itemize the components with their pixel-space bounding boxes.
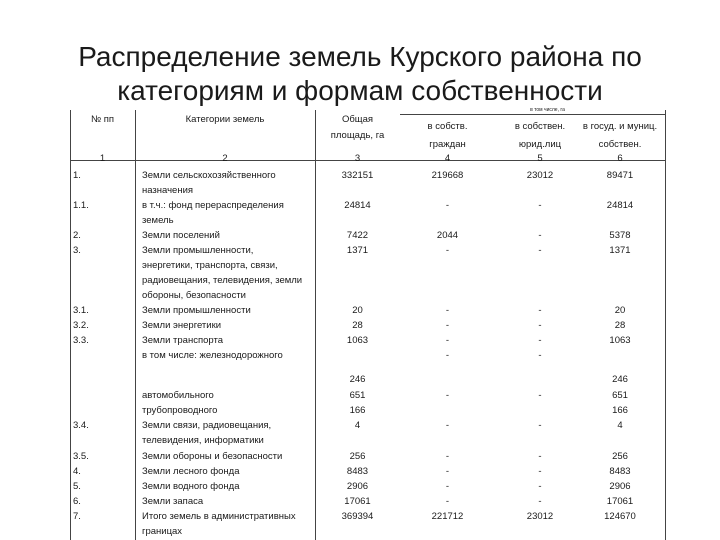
row-12-legal: -	[538, 451, 542, 462]
row-2-num: 2.	[73, 230, 81, 241]
header-num: № пп	[90, 114, 115, 125]
land-distribution-table	[70, 107, 665, 540]
row-7-cat-line-0: в том числе: железнодорожного	[142, 350, 283, 361]
header-legal-line-2: юрид.лиц	[518, 139, 562, 150]
row-16-cat-line-0: Итого земель в административных	[142, 511, 296, 522]
row-6-citizens: -	[445, 335, 450, 346]
row-3-citizens: -	[445, 245, 450, 256]
row-16-area: 369394	[341, 511, 374, 522]
row-3-cat-line-1: энергетики, транспорта, связи,	[142, 260, 278, 271]
row-10-area: 166	[349, 405, 366, 416]
row-11-legal: -	[538, 420, 542, 431]
row-11-cat-line-1: телевидения, информатики	[142, 435, 264, 446]
row-2-legal: -	[538, 230, 542, 241]
row-15-state: 17061	[606, 496, 634, 507]
row-16-state: 124670	[604, 511, 636, 522]
row-2-area: 7422	[346, 230, 369, 241]
col-number-1: 1	[99, 153, 106, 164]
table-border-left	[70, 110, 71, 540]
row-12-citizens: -	[445, 451, 450, 462]
row-12-num: 3.5.	[73, 451, 89, 462]
row-4-cat-line-0: Земли промышленности	[142, 305, 251, 316]
row-15-citizens: -	[445, 496, 450, 507]
row-1-state: 24814	[606, 200, 634, 211]
title-line-2: категориям и формам собственности	[117, 75, 603, 106]
row-9-legal: -	[538, 390, 542, 401]
row-7-citizens: -	[445, 350, 450, 361]
row-12-state: 256	[612, 451, 628, 462]
row-1-area: 24814	[344, 200, 371, 211]
header-citizens-line-1: в собств.	[427, 121, 468, 132]
row-14-area: 2906	[346, 481, 369, 492]
header-citizens-line-2: граждан	[429, 139, 466, 150]
row-4-num: 3.1.	[73, 305, 89, 316]
col-number-2: 2	[222, 153, 228, 164]
row-12-cat-line-0: Земли обороны и безопасности	[142, 451, 283, 462]
row-4-state: 20	[614, 305, 626, 316]
row-11-cat-line-0: Земли связи, радиовещания,	[142, 420, 272, 431]
header-incl: в том числе, га	[530, 107, 565, 113]
row-3-area: 1371	[346, 245, 369, 256]
col-number-3: 3	[354, 153, 361, 164]
row-15-cat-line-0: Земли запаса	[142, 496, 204, 507]
row-5-citizens: -	[445, 320, 450, 331]
row-9-citizens: -	[445, 390, 450, 401]
row-2-cat-line-0: Земли поселений	[142, 230, 220, 241]
row-0-cat-line-0: Земли сельскохозяйственного	[142, 170, 276, 181]
row-16-legal: 23012	[526, 511, 554, 522]
row-13-citizens: -	[445, 466, 450, 477]
header-area-line-2: площадь, га	[330, 130, 385, 141]
header-state-line-1: в госуд. и муниц.	[582, 121, 658, 132]
row-0-area: 332151	[341, 170, 374, 181]
col-number-4: 4	[444, 153, 451, 164]
row-14-citizens: -	[445, 481, 450, 492]
row-3-state: 1371	[609, 245, 631, 256]
page-title	[0, 40, 720, 108]
row-13-legal: -	[538, 466, 542, 477]
row-9-area: 651	[349, 390, 366, 401]
row-13-state: 8483	[609, 466, 631, 477]
row-0-citizens: 219668	[431, 170, 464, 181]
header-category: Категории земель	[185, 114, 265, 125]
row-8-area: 246	[349, 374, 366, 385]
row-15-area: 17061	[344, 496, 371, 507]
row-1-num: 1.1.	[73, 200, 89, 211]
row-5-cat-line-0: Земли энергетики	[142, 320, 222, 331]
row-1-cat-line-1: земель	[142, 215, 174, 226]
row-11-area: 4	[354, 420, 361, 431]
row-3-legal: -	[538, 245, 542, 256]
row-6-area: 1063	[346, 335, 369, 346]
table-border-right	[665, 110, 666, 540]
row-11-citizens: -	[445, 420, 450, 431]
col-number-6: 6	[617, 153, 623, 164]
row-3-cat-line-2: радиовещания, телевидения, земли	[142, 275, 303, 286]
row-3-cat-line-3: обороны, безопасности	[142, 290, 246, 301]
row-2-state: 5378	[609, 230, 631, 241]
header-legal-line-1: в собствен.	[514, 121, 566, 132]
title-line-1: Распределение земель Курского района по	[78, 41, 642, 72]
row-9-cat-line-0: автомобильного	[142, 390, 214, 401]
row-3-num: 3.	[73, 245, 81, 256]
row-13-num: 4.	[73, 466, 81, 477]
column-divider-num	[135, 110, 136, 540]
row-14-state: 2906	[609, 481, 631, 492]
row-1-legal: -	[538, 200, 542, 211]
row-10-cat-line-0: трубопроводного	[142, 405, 218, 416]
row-15-legal: -	[538, 496, 542, 507]
row-16-num: 7.	[73, 511, 81, 522]
row-11-num: 3.4.	[73, 420, 89, 431]
row-14-cat-line-0: Земли водного фонда	[142, 481, 240, 492]
col-number-5: 5	[537, 153, 543, 164]
row-16-cat-line-1: границах	[142, 526, 183, 537]
row-9-state: 651	[612, 390, 628, 401]
header-state-line-2: собствен.	[598, 139, 642, 150]
row-15-num: 6.	[73, 496, 81, 507]
header-divider-incl	[400, 114, 665, 115]
row-7-legal: -	[538, 350, 542, 361]
row-0-legal: 23012	[526, 170, 554, 181]
row-6-cat-line-0: Земли транспорта	[142, 335, 223, 346]
row-0-cat-line-1: назначения	[142, 185, 194, 196]
row-5-area: 28	[352, 320, 363, 331]
row-4-citizens: -	[445, 305, 450, 316]
row-14-num: 5.	[73, 481, 81, 492]
row-2-citizens: 2044	[436, 230, 459, 241]
row-6-num: 3.3.	[73, 335, 89, 346]
row-10-state: 166	[612, 405, 628, 416]
row-6-legal: -	[538, 335, 542, 346]
row-4-area: 20	[352, 305, 363, 316]
row-5-state: 28	[614, 320, 626, 331]
row-14-legal: -	[538, 481, 542, 492]
header-area-line-1: Общая	[341, 114, 374, 125]
row-12-area: 256	[349, 451, 366, 462]
row-8-state: 246	[612, 374, 628, 385]
row-16-citizens: 221712	[431, 511, 464, 522]
row-13-cat-line-0: Земли лесного фонда	[142, 466, 240, 477]
row-0-num: 1.	[73, 170, 81, 181]
row-0-state: 89471	[606, 170, 634, 181]
row-6-state: 1063	[609, 335, 631, 346]
row-5-legal: -	[538, 320, 542, 331]
row-5-num: 3.2.	[73, 320, 89, 331]
row-3-cat-line-0: Земли промышленности,	[142, 245, 254, 256]
row-1-cat-line-0: в т.ч.: фонд перераспределения	[142, 200, 284, 211]
row-11-state: 4	[617, 420, 623, 431]
row-1-citizens: -	[445, 200, 450, 211]
row-13-area: 8483	[346, 466, 369, 477]
row-4-legal: -	[538, 305, 542, 316]
